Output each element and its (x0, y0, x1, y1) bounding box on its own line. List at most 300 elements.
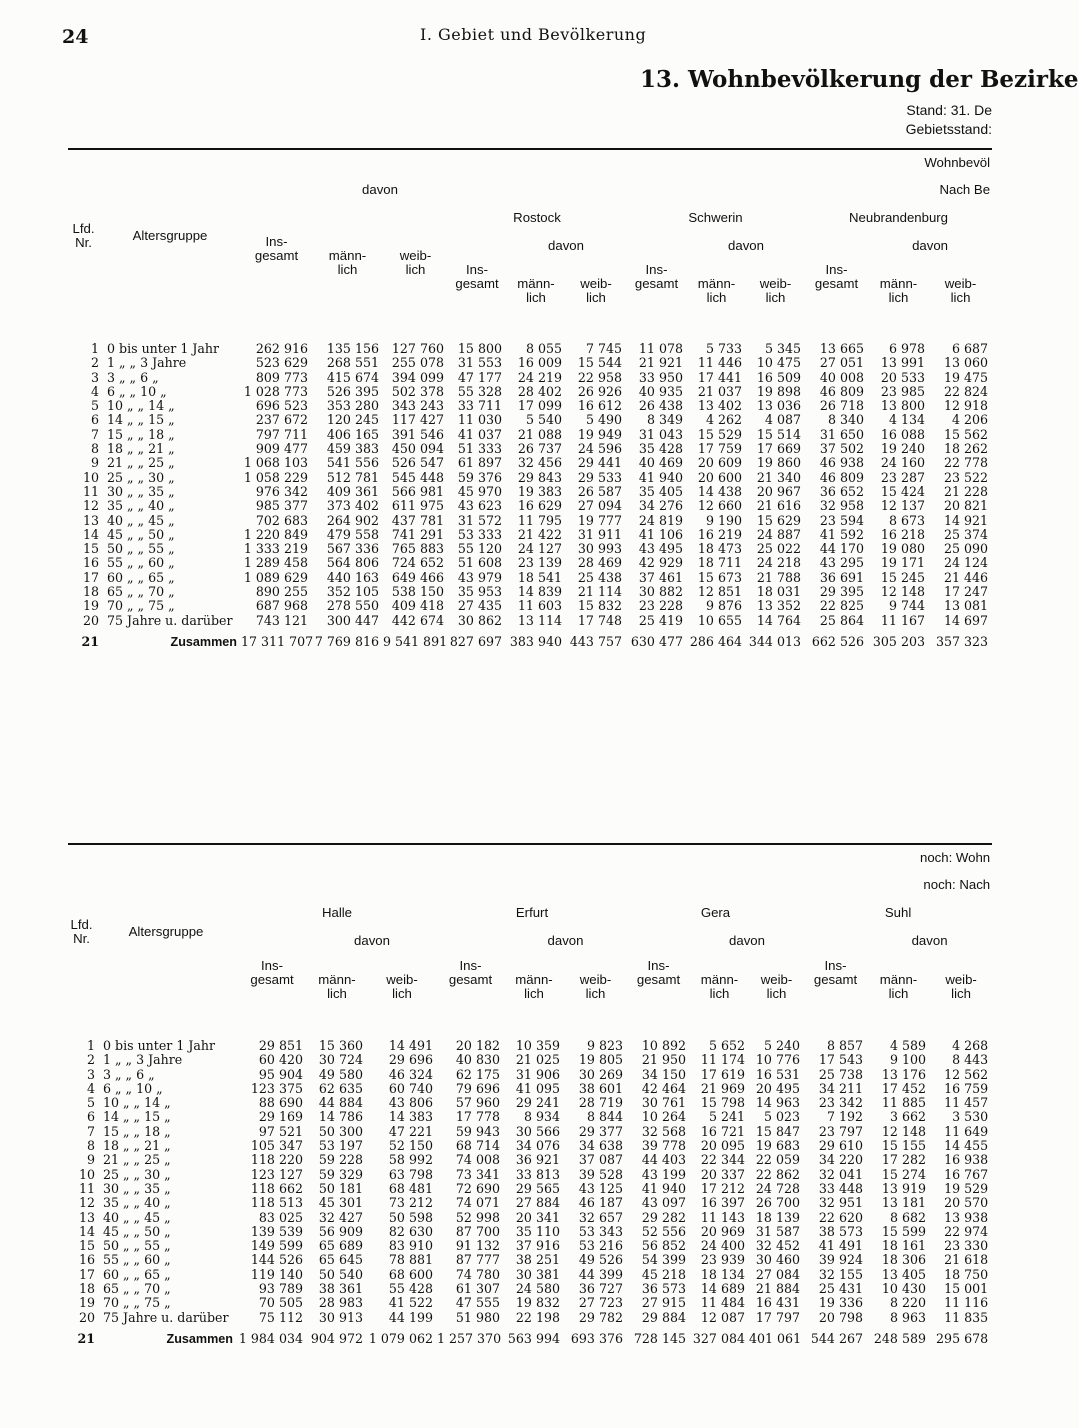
row-number: 11 (82, 483, 99, 499)
table-row (68, 499, 992, 513)
value-cell: 20 609 (697, 455, 742, 471)
value-cell: 24 596 (577, 441, 622, 457)
value-cell: 21 114 (577, 584, 622, 600)
value-cell: 59 943 (455, 1123, 500, 1139)
row-number: 12 (82, 498, 99, 514)
row-number: 2 (90, 355, 99, 371)
value-cell: 61 307 (455, 1281, 500, 1297)
value-cell: 27 915 (641, 1295, 686, 1311)
value-cell: 4 268 (952, 1038, 989, 1053)
value-cell: 127 760 (391, 341, 444, 356)
value-cell: 15 832 (577, 598, 622, 614)
table-row (68, 456, 992, 470)
value-cell: 17 247 (943, 584, 989, 600)
age-group: 50 „ „ 55 „ (107, 541, 175, 557)
total-value: 383 940 (509, 633, 562, 649)
value-cell: 21 950 (641, 1052, 686, 1068)
value-cell: 1 289 458 (243, 555, 308, 571)
value-cell: 50 181 (318, 1180, 363, 1196)
value-cell: 32 568 (641, 1123, 686, 1139)
value-cell: 23 330 (944, 1238, 989, 1254)
value-cell: 38 573 (818, 1223, 863, 1239)
value-cell: 16 759 (944, 1080, 989, 1096)
value-cell: 42 929 (638, 555, 683, 571)
value-cell: 11 484 (700, 1295, 745, 1311)
value-cell: 264 902 (326, 512, 379, 528)
table-2-body (68, 1019, 992, 1349)
value-cell: 27 094 (577, 498, 622, 514)
header-insgesamt-neubrandenburg: Ins- gesamt (814, 262, 859, 291)
value-cell: 20 533 (880, 369, 925, 385)
value-cell: 20 495 (755, 1080, 800, 1096)
value-cell: 14 491 (388, 1038, 433, 1053)
header-davon-suhl: davon (911, 933, 948, 948)
value-cell: 46 938 (819, 455, 864, 471)
value-cell: 21 422 (517, 526, 562, 542)
value-cell: 13 181 (881, 1195, 926, 1211)
value-cell: 144 526 (250, 1252, 303, 1268)
value-cell: 5 241 (708, 1109, 745, 1125)
value-cell: 20 341 (515, 1209, 560, 1225)
row-number: 7 (90, 426, 99, 442)
value-cell: 10 776 (755, 1052, 800, 1068)
value-cell: 19 336 (818, 1295, 863, 1311)
age-group: 65 „ „ 70 „ (107, 584, 175, 600)
value-cell: 18 711 (697, 555, 742, 571)
value-cell: 43 623 (457, 498, 502, 514)
value-cell: 15 155 (881, 1138, 926, 1154)
row-number: 3 (90, 369, 99, 385)
table-row (68, 1039, 992, 1053)
value-cell: 18 161 (881, 1238, 926, 1254)
value-cell: 11 649 (944, 1123, 989, 1139)
value-cell: 12 660 (697, 498, 742, 514)
value-cell: 26 587 (577, 483, 622, 499)
table-row (68, 1311, 992, 1325)
value-cell: 83 025 (258, 1209, 303, 1225)
value-cell: 13 352 (756, 598, 801, 614)
value-cell: 123 127 (250, 1166, 303, 1182)
age-group: 18 „ „ 21 „ (103, 1138, 171, 1154)
age-group: 70 „ „ 75 „ (107, 598, 175, 614)
value-cell: 4 589 (889, 1038, 926, 1053)
total-label: Zusammen (170, 634, 237, 649)
value-cell: 75 112 (258, 1309, 303, 1325)
header-nach-bezirken: Nach Be (939, 182, 991, 197)
value-cell: 4 087 (764, 412, 801, 428)
header-maennlich-erfurt: männ- lich (515, 972, 553, 1001)
value-cell: 442 674 (391, 612, 444, 628)
header-insgesamt-gera: Ins- gesamt (636, 958, 681, 987)
value-cell: 352 105 (326, 584, 379, 600)
value-cell: 87 700 (455, 1223, 500, 1239)
total-value: 1 079 062 (368, 1330, 433, 1346)
value-cell: 11 174 (700, 1052, 745, 1068)
value-cell: 9 744 (888, 598, 925, 614)
value-cell: 119 140 (250, 1266, 303, 1282)
value-cell: 12 148 (881, 1123, 926, 1139)
value-cell: 18 031 (756, 584, 801, 600)
value-cell: 46 809 (819, 469, 864, 485)
row-number: 11 (78, 1180, 95, 1196)
value-cell: 15 529 (697, 426, 742, 442)
value-cell: 53 197 (318, 1138, 363, 1154)
value-cell: 8 934 (523, 1109, 560, 1125)
value-cell: 27 723 (578, 1295, 623, 1311)
value-cell: 15 629 (756, 512, 801, 528)
value-cell: 34 150 (641, 1066, 686, 1082)
value-cell: 14 921 (943, 512, 989, 528)
value-cell: 24 728 (755, 1180, 800, 1196)
row-number: 7 (86, 1123, 95, 1139)
header-maennlich-gera: männ- lich (700, 972, 739, 1001)
header-district-suhl: Suhl (884, 905, 912, 920)
value-cell: 19 832 (515, 1295, 560, 1311)
value-cell: 13 938 (944, 1209, 989, 1225)
table-row (68, 1168, 992, 1182)
value-cell: 16 767 (944, 1166, 989, 1182)
value-cell: 36 573 (641, 1281, 686, 1297)
value-cell: 50 300 (318, 1123, 363, 1139)
value-cell: 479 558 (326, 526, 379, 542)
value-cell: 59 329 (318, 1166, 363, 1182)
table-row (68, 614, 992, 628)
table-1-body (68, 322, 992, 652)
value-cell: 566 981 (391, 483, 444, 499)
value-cell: 17 452 (881, 1080, 926, 1096)
row-number: 17 (78, 1266, 95, 1282)
value-cell: 36 652 (819, 483, 864, 499)
value-cell: 17 619 (700, 1066, 745, 1082)
value-cell: 8 340 (827, 412, 864, 428)
value-cell: 11 835 (944, 1309, 989, 1325)
value-cell: 91 132 (455, 1238, 500, 1254)
value-cell: 44 170 (819, 541, 864, 557)
value-cell: 13 800 (880, 398, 925, 414)
header-davon-rostock: davon (548, 238, 584, 253)
value-cell: 17 669 (756, 441, 801, 457)
value-cell: 1 068 103 (243, 455, 308, 471)
value-cell: 41 491 (818, 1238, 863, 1254)
value-cell: 20 570 (944, 1195, 989, 1211)
value-cell: 16 938 (944, 1152, 989, 1168)
value-cell: 29 441 (577, 455, 622, 471)
value-cell: 18 541 (517, 569, 562, 585)
age-group: 35 „ „ 40 „ (107, 498, 175, 514)
value-cell: 20 969 (700, 1223, 745, 1239)
value-cell: 8 349 (646, 412, 683, 428)
value-cell: 39 778 (641, 1138, 686, 1154)
total-label: Zusammen (166, 1331, 233, 1346)
value-cell: 14 764 (756, 612, 801, 628)
total-value: 357 323 (935, 633, 989, 649)
table-row (68, 342, 992, 356)
value-cell: 19 777 (577, 512, 622, 528)
value-cell: 23 139 (517, 555, 562, 571)
total-value: 904 972 (310, 1330, 363, 1346)
total-value: 327 084 (692, 1330, 745, 1346)
value-cell: 743 121 (255, 612, 308, 628)
value-cell: 21 618 (944, 1252, 989, 1268)
value-cell: 13 176 (881, 1066, 926, 1082)
value-cell: 21 921 (638, 355, 683, 371)
value-cell: 11 116 (944, 1295, 989, 1311)
value-cell: 18 134 (700, 1266, 745, 1282)
value-cell: 32 456 (517, 455, 562, 471)
age-group: 14 „ „ 15 „ (103, 1109, 171, 1125)
value-cell: 18 473 (697, 541, 742, 557)
value-cell: 34 220 (818, 1152, 863, 1168)
value-cell: 21 884 (755, 1281, 800, 1297)
header-weiblich-suhl: weib- lich (945, 972, 977, 1001)
value-cell: 34 276 (638, 498, 683, 514)
header-district-halle: Halle (321, 905, 353, 920)
value-cell: 27 435 (457, 598, 502, 614)
spacer-row (68, 1019, 992, 1039)
value-cell: 19 949 (577, 426, 622, 442)
value-cell: 24 127 (517, 541, 562, 557)
value-cell: 28 983 (318, 1295, 363, 1311)
value-cell: 74 780 (455, 1266, 500, 1282)
total-value: 728 145 (633, 1330, 686, 1346)
table-row (68, 1211, 992, 1225)
value-cell: 24 218 (756, 555, 801, 571)
table-row (68, 1182, 992, 1196)
value-cell: 24 400 (700, 1238, 745, 1254)
age-group: 0 bis unter 1 Jahr (103, 1038, 216, 1053)
value-cell: 25 022 (756, 541, 801, 557)
value-cell: 118 662 (250, 1180, 303, 1196)
value-cell: 890 255 (255, 584, 308, 600)
value-cell: 37 461 (638, 569, 683, 585)
value-cell: 16 009 (517, 355, 562, 371)
value-cell: 41 106 (638, 526, 683, 542)
header-maennlich-halle: männ- lich (318, 972, 356, 1001)
header-weiblich-rostock: weib- lich (580, 276, 612, 305)
header-insgesamt-halle: Ins- gesamt (250, 958, 294, 987)
value-cell: 28 719 (578, 1095, 623, 1111)
value-cell: 19 475 (943, 369, 989, 385)
value-cell: 40 830 (455, 1052, 500, 1068)
value-cell: 50 598 (388, 1209, 433, 1225)
value-cell: 37 502 (819, 441, 864, 457)
value-cell: 8 857 (826, 1038, 863, 1053)
value-cell: 33 950 (638, 369, 683, 385)
table-row (68, 1239, 992, 1253)
value-cell: 8 844 (586, 1109, 623, 1125)
age-group: 45 „ „ 50 „ (103, 1223, 171, 1239)
value-cell: 34 638 (578, 1138, 623, 1154)
row-number: 2 (86, 1052, 95, 1068)
value-cell: 54 399 (641, 1252, 686, 1268)
value-cell: 19 683 (755, 1138, 800, 1154)
value-cell: 15 274 (881, 1166, 926, 1182)
table-row (68, 413, 992, 427)
value-cell: 21 088 (517, 426, 562, 442)
value-cell: 61 897 (457, 455, 502, 471)
value-cell: 38 361 (318, 1281, 363, 1297)
value-cell: 450 094 (391, 441, 444, 457)
value-cell: 29 610 (818, 1138, 863, 1154)
value-cell: 72 690 (455, 1180, 500, 1196)
table-row (68, 399, 992, 413)
value-cell: 118 513 (250, 1195, 303, 1211)
table-row (68, 356, 992, 370)
table-row (68, 1125, 992, 1139)
value-cell: 35 953 (457, 584, 502, 600)
value-cell: 149 599 (250, 1238, 303, 1254)
value-cell: 44 403 (641, 1152, 686, 1168)
table-row (68, 585, 992, 599)
age-group: 10 „ „ 14 „ (103, 1095, 171, 1111)
value-cell: 24 887 (756, 526, 801, 542)
value-cell: 13 919 (881, 1180, 926, 1196)
header-weiblich-neubrandenburg: weib- lich (944, 276, 977, 305)
page-number: 24 (62, 26, 89, 48)
value-cell: 415 674 (326, 369, 379, 385)
value-cell: 32 041 (818, 1166, 863, 1182)
value-cell: 31 906 (515, 1066, 560, 1082)
value-cell: 20 337 (700, 1166, 745, 1182)
value-cell: 11 446 (697, 355, 742, 371)
value-cell: 68 481 (388, 1180, 433, 1196)
header-maennlich-schwerin: männ- lich (697, 276, 736, 305)
table-row (68, 514, 992, 528)
value-cell: 41 522 (388, 1295, 433, 1311)
value-cell: 45 970 (457, 483, 502, 499)
value-cell: 278 550 (326, 598, 379, 614)
total-value: 630 477 (630, 633, 683, 649)
value-cell: 14 963 (755, 1095, 800, 1111)
value-cell: 26 700 (755, 1195, 800, 1211)
value-cell: 19 080 (880, 541, 925, 557)
row-number: 20 (82, 612, 99, 628)
stand-line-1: Stand: 31. De (906, 102, 992, 118)
row-number: 18 (78, 1281, 95, 1297)
value-cell: 21 788 (756, 569, 801, 585)
value-cell: 46 324 (388, 1066, 433, 1082)
value-cell: 21 025 (515, 1052, 560, 1068)
header-weiblich-schwerin: weib- lich (759, 276, 792, 305)
value-cell: 7 745 (585, 341, 622, 356)
value-cell: 29 377 (578, 1123, 623, 1139)
value-cell: 24 819 (638, 512, 683, 528)
value-cell: 15 360 (318, 1038, 363, 1053)
value-cell: 23 342 (818, 1095, 863, 1111)
table-row (68, 1068, 992, 1082)
value-cell: 62 175 (455, 1066, 500, 1082)
value-cell: 74 008 (455, 1152, 500, 1168)
header-weiblich-erfurt: weib- lich (579, 972, 612, 1001)
value-cell: 31 553 (457, 355, 502, 371)
value-cell: 687 968 (255, 598, 308, 614)
table-row (68, 1139, 992, 1153)
row-number: 19 (82, 598, 99, 614)
value-cell: 4 206 (952, 412, 989, 428)
age-group: 40 „ „ 45 „ (107, 512, 175, 528)
row-number: 15 (78, 1238, 95, 1254)
value-cell: 37 087 (578, 1152, 623, 1168)
value-cell: 27 084 (755, 1266, 800, 1282)
table-row (68, 442, 992, 456)
value-cell: 17 759 (697, 441, 742, 457)
value-cell: 29 782 (578, 1309, 623, 1325)
age-group: 15 „ „ 18 „ (107, 426, 175, 442)
value-cell: 21 969 (700, 1080, 745, 1096)
value-cell: 19 171 (880, 555, 925, 571)
header-district-schwerin: Schwerin (688, 210, 743, 225)
value-cell: 985 377 (255, 498, 308, 514)
value-cell: 53 333 (457, 526, 502, 542)
value-cell: 29 884 (641, 1309, 686, 1325)
row-number: 5 (86, 1095, 95, 1111)
value-cell: 29 169 (258, 1109, 303, 1125)
value-cell: 25 419 (638, 612, 683, 628)
value-cell: 8 963 (889, 1309, 926, 1325)
value-cell: 19 383 (517, 483, 562, 499)
table-row (68, 471, 992, 485)
row-number: 1 (86, 1038, 95, 1053)
total-value: 17 311 707 (241, 633, 314, 649)
value-cell: 409 361 (326, 483, 379, 499)
value-cell: 29 395 (819, 584, 864, 600)
header-maennlich-total: männ- lich (328, 248, 367, 277)
value-cell: 797 711 (255, 426, 308, 442)
value-cell: 14 839 (517, 584, 562, 600)
age-group: 25 „ „ 30 „ (103, 1166, 171, 1182)
value-cell: 79 696 (455, 1080, 500, 1096)
value-cell: 11 143 (700, 1209, 745, 1225)
age-group: 0 bis unter 1 Jahr (107, 341, 220, 356)
value-cell: 24 219 (517, 369, 562, 385)
value-cell: 696 523 (255, 398, 308, 414)
value-cell: 409 418 (391, 598, 444, 614)
header-district-rostock: Rostock (513, 210, 561, 225)
table-row (68, 1153, 992, 1167)
value-cell: 391 546 (391, 426, 444, 442)
value-cell: 23 522 (943, 469, 989, 485)
row-number: 1 (90, 341, 99, 356)
value-cell: 17 099 (517, 398, 562, 414)
value-cell: 13 036 (756, 398, 801, 414)
header-wohnbevoelkerung: Wohnbevöl (241, 149, 992, 176)
value-cell: 21 037 (697, 383, 742, 399)
value-cell: 55 120 (457, 541, 502, 557)
value-cell: 43 295 (819, 555, 864, 571)
value-cell: 68 714 (455, 1138, 500, 1154)
population-table-1 (68, 148, 992, 652)
row-number: 10 (78, 1166, 95, 1182)
value-cell: 26 926 (577, 383, 622, 399)
total-value: 827 697 (449, 633, 502, 649)
value-cell: 33 813 (515, 1166, 560, 1182)
header-insgesamt-rostock: Ins- gesamt (455, 262, 499, 291)
value-cell: 24 160 (880, 455, 925, 471)
value-cell: 611 975 (391, 498, 444, 514)
age-group: 40 „ „ 45 „ (103, 1209, 171, 1225)
value-cell: 21 616 (756, 498, 801, 514)
table-row (68, 428, 992, 442)
value-cell: 6 687 (952, 341, 989, 356)
value-cell: 30 761 (641, 1095, 686, 1111)
value-cell: 41 037 (457, 426, 502, 442)
row-number: 17 (82, 569, 99, 585)
row-number: 21 (77, 1330, 95, 1346)
value-cell: 17 748 (577, 612, 622, 628)
value-cell: 41 592 (819, 526, 864, 542)
value-cell: 82 630 (388, 1223, 433, 1239)
value-cell: 43 979 (457, 569, 502, 585)
